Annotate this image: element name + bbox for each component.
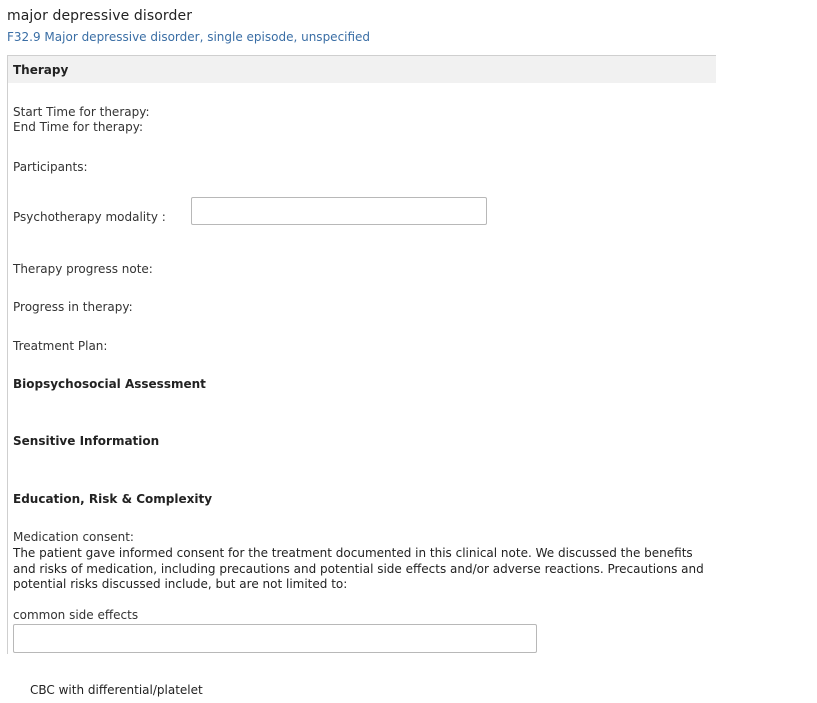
- participants-label: Participants:: [13, 160, 88, 174]
- side-effects-label: common side effects: [13, 608, 139, 622]
- treatment-plan-label: Treatment Plan:: [13, 339, 108, 353]
- modality-label: Psychotherapy modality :: [13, 210, 166, 224]
- therapy-panel: [7, 55, 716, 654]
- cbc-lab-item: CBC with differential/platelet: [30, 683, 203, 697]
- start-time-label: Start Time for therapy:: [13, 105, 150, 119]
- medication-consent-label: Medication consent:: [13, 530, 134, 544]
- modality-input[interactable]: [191, 197, 487, 225]
- consent-text: The patient gave informed consent for the treatment documented in this clinical note. We discussed the benefits and risks of medication, including precautions and potential side effects and/or adverse reactions. Precautions and potential risks discussed include, but are not limited to:: [13, 546, 704, 591]
- therapy-section-title: Therapy: [13, 63, 69, 77]
- education-risk-heading: Education, Risk & Complexity: [13, 492, 213, 506]
- biopsychosocial-heading: Biopsychosocial Assessment: [13, 377, 206, 391]
- side-effects-input[interactable]: [13, 624, 537, 653]
- sensitive-info-heading: Sensitive Information: [13, 434, 160, 448]
- diagnosis-code-link[interactable]: F32.9 Major depressive disorder, single episode, unspecified: [7, 30, 371, 44]
- therapy-section-header: [8, 56, 716, 83]
- progress-note-label: Therapy progress note:: [13, 262, 153, 276]
- end-time-label: End Time for therapy:: [13, 120, 143, 134]
- diagnosis-title: major depressive disorder: [7, 8, 193, 24]
- progress-in-therapy-label: Progress in therapy:: [13, 300, 133, 314]
